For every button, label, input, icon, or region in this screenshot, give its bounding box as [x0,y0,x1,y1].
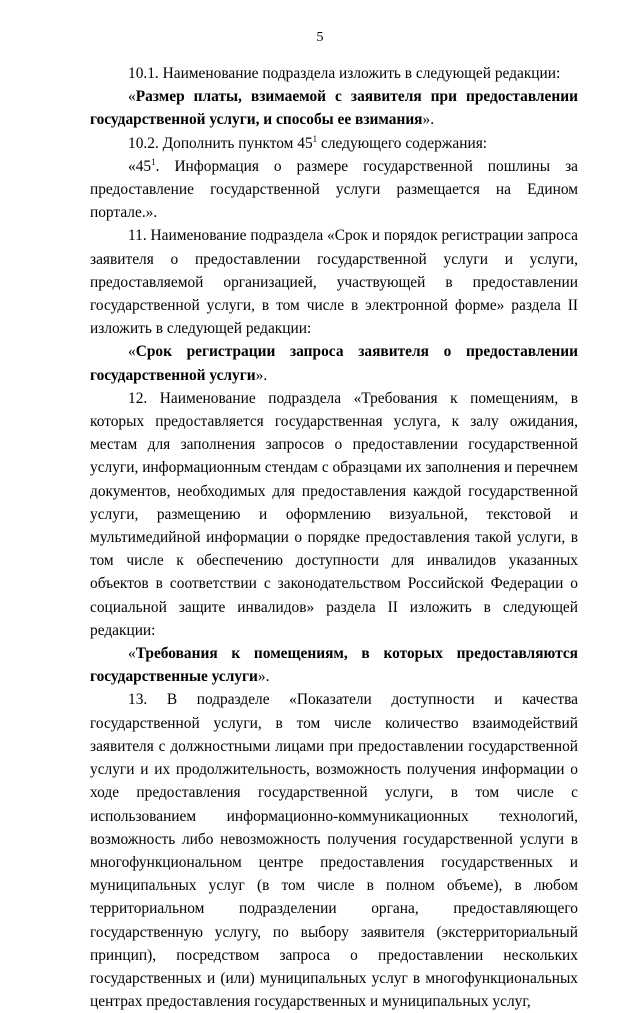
paragraph-10-1: 10.1. Наименование подраздела изложить в следующей редакции: [128,65,561,82]
paragraph-45-1-text [90,155,578,225]
quote-close: ». [422,111,435,129]
paragraph-11: 11. Наименование подраздела «Срок и порядок регистрации запроса заявителя о предоставлении государственной услуги и услуги, предоставляемой организацией, участвующей в предоставлении государственной услуги, в том числе в электронной форме» раздела II изложить в следующей редакции: [90,227,578,338]
superscript: 1 [151,156,156,167]
quote-open: « [128,343,136,361]
paragraph-12: 12. Наименование подраздела «Требования к помещениям, в которых предоставляется государственная услуга, к залу ожидания, местам для заполнения запросов о предоставлении государственной услуги, информационным стендам с образцами их заполнения и перечнем документов, необходимых для предоставления каждой государственной услуги, размещению и оформлению визуальной, текстовой и мультимедийной информации о порядке предоставления такой услуги, в том числе к обеспечению доступности для инвалидов указанных объектов в соответствии с законодательством Российской Федерации о социальной защите инвалидов» раздела II изложить в следующей редакции: [90,389,578,639]
paragraph-text: . Информация о размере государственной пошлины за предоставление государственной услуги размещается на Едином портале.». [90,157,578,222]
paragraph-11-new-title [90,340,578,386]
quote-open: « [128,88,136,106]
quote-close: ». [257,668,270,686]
new-subsection-title: Требования к помещениям, в которых предоставляются государственные услуги [90,645,578,686]
page-number: 5 [316,30,324,45]
paragraph-text: 10.2. Дополнить пунктом 45 [128,134,313,152]
paragraph-10-2 [90,132,578,155]
superscript: 1 [312,133,318,144]
paragraph-12-new-title [90,642,578,688]
paragraph-text: «45 [128,157,152,175]
new-subsection-title: Срок регистрации запроса заявителя о предоставлении государственной услуги [90,343,578,384]
paragraph-10-1-new-title [90,85,578,131]
paragraph-text: следующего содержания: [317,134,488,152]
new-subsection-title: Размер платы, взимаемой с заявителя при предоставлении государственной услуги, и способы ее взимания [90,88,578,129]
quote-open: « [128,645,136,663]
quote-close: ». [255,366,268,384]
paragraph-13: 13. В подразделе «Показатели доступности и качества государственной услуги, в том числе количество взаимодействий заявителя с должностными лицами при предоставлении государственной услуги и их продолжительность, возможность получения информации о ходе предоставления государственной услуги, в том числе с использованием информационно-коммуникационных технологий, возможность либо невозможность получения государственной услуги в многофункциональном центре предоставления государственных и муниципальных услуг (в том числе в полном объеме), в любом территориальном подразделении органа, предоставляющего государственную услугу, по выбору заявителя (экстерриториальный принцип), посредством запроса о предоставлении нескольких государственных и (или) муниципальных услуг в многофункциональных центрах предоставления государственных и муниципальных услуг, [90,691,578,1011]
document-body [90,62,578,1013]
